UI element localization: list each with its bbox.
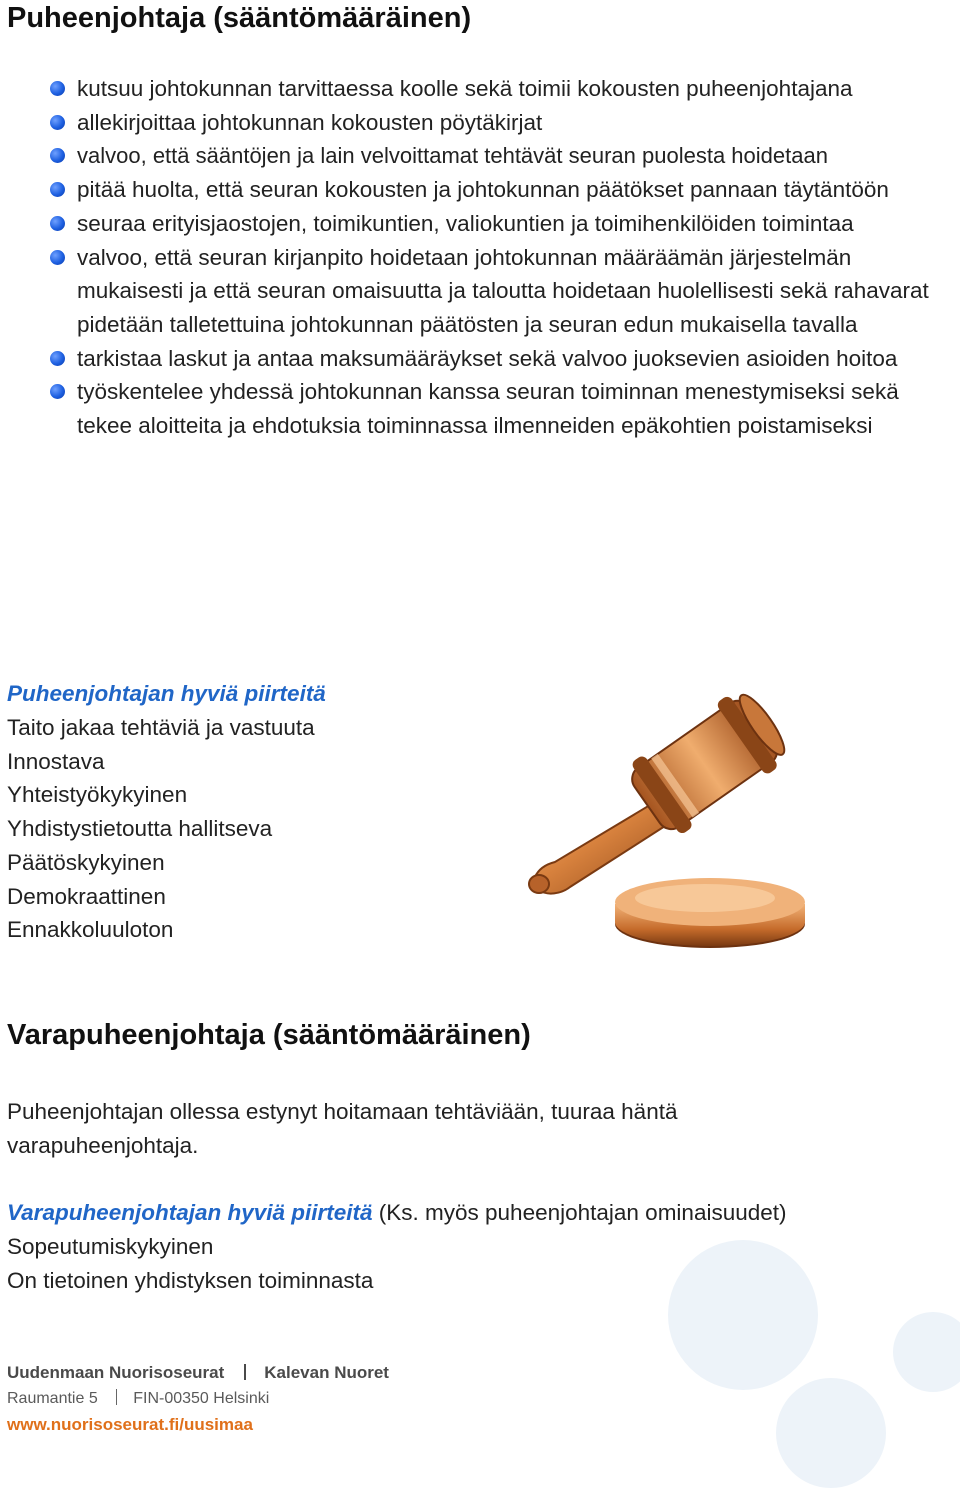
- blue-sphere-bullet-icon: [50, 148, 65, 163]
- list-item: allekirjoittaa johtokunnan kokousten pöytäkirjat: [0, 106, 960, 140]
- list-item: Sopeutumiskykyinen: [7, 1234, 214, 1259]
- blue-sphere-bullet-icon: [50, 115, 65, 130]
- vice-chair-qualities-title: Varapuheenjohtajan hyviä piirteitä: [7, 1200, 373, 1225]
- gavel-icon: [525, 672, 810, 952]
- blue-sphere-bullet-icon: [50, 182, 65, 197]
- footer-postal: FIN-00350 Helsinki: [133, 1390, 270, 1407]
- footer-website-link[interactable]: www.nuorisoseurat.fi/uusimaa: [7, 1415, 253, 1434]
- list-item: Päätöskykyinen: [7, 849, 165, 875]
- list-item: valvoo, että sääntöjen ja lain velvoittamat tehtävät seuran puolesta hoidetaan: [0, 139, 960, 173]
- vice-chair-qualities-list: [7, 1230, 373, 1297]
- list-item: Demokraattinen: [7, 883, 166, 909]
- decorative-circle: [893, 1312, 960, 1392]
- chair-qualities-list: [7, 711, 315, 947]
- footer-street: Raumantie 5: [7, 1390, 98, 1407]
- footer-separator: [116, 1389, 118, 1405]
- blue-sphere-bullet-icon: [50, 81, 65, 96]
- list-item: pitää huolta, että seuran kokousten ja johtokunnan päätökset pannaan täytäntöön: [0, 173, 960, 207]
- footer: [7, 1360, 389, 1438]
- footer-org-1: Uudenmaan Nuorisoseurat: [7, 1363, 225, 1382]
- gavel-base-highlight: [635, 884, 775, 912]
- list-item: Ennakkoluuloton: [7, 917, 174, 943]
- blue-sphere-bullet-icon: [50, 351, 65, 366]
- chair-title: Puheenjohtaja (sääntömääräinen): [7, 2, 472, 34]
- list-item: Yhdistystietoutta hallitseva: [7, 816, 273, 842]
- vice-chair-title: Varapuheenjohtaja (sääntömääräinen): [7, 1019, 531, 1051]
- list-item: valvoo, että seuran kirjanpito hoidetaan johtokunnan määräämän järjestelmän mukaisesti ja että seuran omaisuutta ja taloutta hoidetaan huolellisesti sekä rahavarat pidetään talletettuina johtokunnan päätösten ja seuran edun mukaisella tavalla: [0, 241, 960, 342]
- blue-sphere-bullet-icon: [50, 384, 65, 399]
- vice-chair-qualities-note: (Ks. myös puheenjohtajan ominaisuudet): [372, 1200, 787, 1225]
- list-item: Taito jakaa tehtäviä ja vastuuta: [7, 715, 315, 740]
- list-item: Innostava: [7, 748, 105, 774]
- decorative-circle: [668, 1240, 818, 1390]
- footer-org-2: Kalevan Nuoret: [264, 1363, 389, 1382]
- vice-chair-description: Puheenjohtajan ollessa estynyt hoitamaan tehtäviään, tuuraa häntä varapuheenjohtaja.: [7, 1099, 678, 1158]
- decorative-circle: [776, 1378, 886, 1488]
- footer-separator: [244, 1364, 246, 1380]
- gavel-handle-end: [529, 875, 549, 893]
- chair-duties-list: [0, 72, 960, 443]
- blue-sphere-bullet-icon: [50, 250, 65, 265]
- list-item: On tietoinen yhdistyksen toiminnasta: [7, 1267, 374, 1293]
- vice-chair-qualities-heading: [7, 1196, 787, 1230]
- list-item: tarkistaa laskut ja antaa maksumääräykset sekä valvoo juoksevien asioiden hoitoa: [0, 342, 960, 376]
- list-item: Yhteistyökykyinen: [7, 782, 188, 808]
- list-item: työskentelee yhdessä johtokunnan kanssa seuran toiminnan menestymiseksi sekä tekee aloitteita ja ehdotuksia toiminnassa ilmenneiden epäkohtien poistamiseksi: [0, 375, 960, 442]
- list-item: kutsuu johtokunnan tarvittaessa koolle sekä toimii kokousten puheenjohtajana: [0, 72, 960, 106]
- footer-address: [7, 1386, 389, 1412]
- list-item: seuraa erityisjaostojen, toimikuntien, valiokuntien ja toimihenkilöiden toimintaa: [0, 207, 960, 241]
- footer-organizations: [7, 1360, 389, 1386]
- blue-sphere-bullet-icon: [50, 216, 65, 231]
- chair-qualities-title: Puheenjohtajan hyviä piirteitä: [7, 681, 326, 706]
